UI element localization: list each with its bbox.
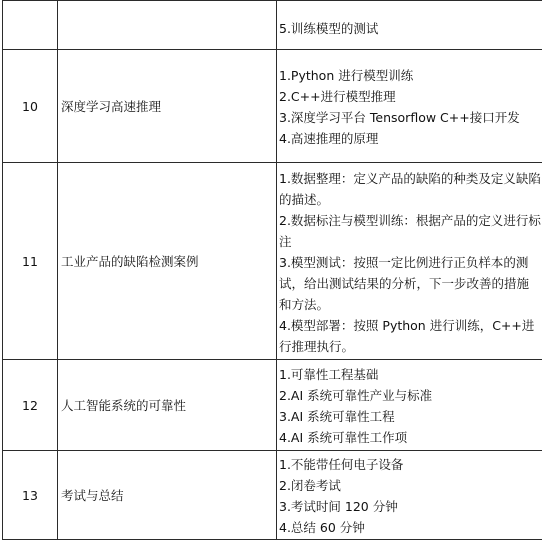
- row-title: [58, 1, 277, 50]
- content-item: 5.训练模型的测试: [279, 18, 541, 39]
- content-item: 2.数据标注与模型训练：根据产品的定义进行标注: [279, 210, 541, 252]
- content-item: 2.闭卷考试: [279, 475, 541, 496]
- content-item: 4.模型部署：按照 Python 进行训练，C++进行推理执行。: [279, 315, 541, 357]
- row-title: 深度学习高速推理: [58, 50, 277, 163]
- row-content: [277, 50, 542, 163]
- row-content: [277, 163, 542, 360]
- content-item: 3.AI 系统可靠性工程: [279, 406, 541, 427]
- content-item: 4.总结 60 分钟: [279, 517, 541, 538]
- row-title: 人工智能系统的可靠性: [58, 360, 277, 451]
- row-number: 13: [3, 451, 58, 540]
- table-row: [3, 1, 542, 50]
- content-item: 3.模型测试：按照一定比例进行正负样本的测试，给出测试结果的分析，下一步改善的措施和方法。: [279, 252, 541, 315]
- course-table: [2, 0, 542, 540]
- table-row: [3, 163, 542, 360]
- row-number: 11: [3, 163, 58, 360]
- row-content: [277, 1, 542, 50]
- content-item: 2.C++进行模型推理: [279, 86, 541, 107]
- content-item: 1.不能带任何电子设备: [279, 454, 541, 475]
- table-row: [3, 360, 542, 451]
- content-item: 3.深度学习平台 Tensorflow C++接口开发: [279, 107, 541, 128]
- content-item: 3.考试时间 120 分钟: [279, 496, 541, 517]
- table-row: [3, 50, 542, 163]
- content-item: 1.数据整理：定义产品的缺陷的种类及定义缺陷的描述。: [279, 168, 541, 210]
- content-item: 1.Python 进行模型训练: [279, 65, 541, 86]
- row-number: 10: [3, 50, 58, 163]
- content-item: 2.AI 系统可靠性产业与标准: [279, 385, 541, 406]
- content-item: 1.可靠性工程基础: [279, 364, 541, 385]
- content-item: 4.高速推理的原理: [279, 128, 541, 149]
- table-row: [3, 451, 542, 540]
- row-number: 12: [3, 360, 58, 451]
- row-content: [277, 360, 542, 451]
- row-number: [3, 1, 58, 50]
- content-item: 4.AI 系统可靠性工作项: [279, 427, 541, 448]
- row-title: 考试与总结: [58, 451, 277, 540]
- row-content: [277, 451, 542, 540]
- row-title: 工业产品的缺陷检测案例: [58, 163, 277, 360]
